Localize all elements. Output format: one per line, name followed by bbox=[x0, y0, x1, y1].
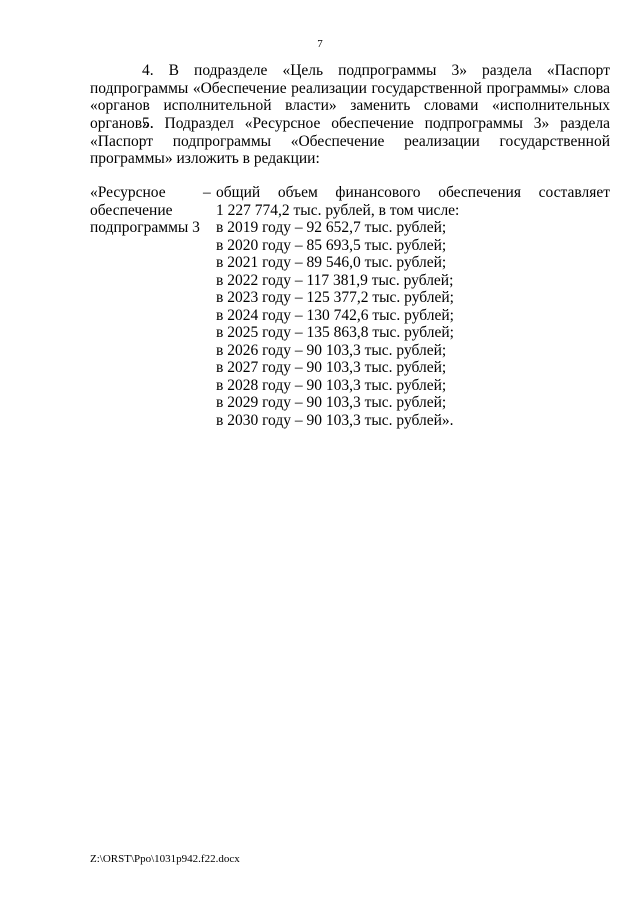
year-line: в 2028 году – 90 103,3 тыс. рублей; bbox=[216, 376, 447, 394]
year-line: в 2030 году – 90 103,3 тыс. рублей». bbox=[216, 411, 454, 429]
year-line: в 2024 году – 130 742,6 тыс. рублей; bbox=[216, 306, 454, 324]
year-line: в 2023 году – 125 377,2 тыс. рублей; bbox=[216, 289, 454, 306]
resource-total-intro: общий объем финансового обеспечения составляет bbox=[216, 184, 610, 201]
year-line: в 2027 году – 90 103,3 тыс. рублей; bbox=[216, 359, 447, 376]
resource-values bbox=[216, 184, 610, 429]
resource-label-line: подпрограммы 3 bbox=[90, 219, 200, 236]
year-line: в 2026 году – 90 103,3 тыс. рублей; bbox=[216, 341, 447, 359]
resource-label bbox=[90, 184, 210, 237]
year-line: в 2020 году – 85 693,5 тыс. рублей; bbox=[216, 236, 447, 254]
year-line: в 2029 году – 90 103,3 тыс. рублей; bbox=[216, 394, 447, 411]
resource-label-line: обеспечение bbox=[90, 201, 173, 219]
year-line: в 2022 году – 117 381,9 тыс. рублей; bbox=[216, 271, 454, 289]
resource-label-line: «Ресурсное bbox=[90, 184, 166, 201]
paragraph-4: 4. В подразделе «Цель подпрограммы 3» раздела «Паспорт подпрограммы «Обеспечение реализации государственной программы» слова «органов исполнительной власти» заменить словами «исполнительных органов». bbox=[90, 62, 610, 132]
year-line: в 2019 году – 92 652,7 тыс. рублей; bbox=[216, 219, 447, 236]
year-line: в 2025 году – 135 863,8 тыс. рублей; bbox=[216, 324, 454, 341]
resource-total-amount: 1 227 774,2 тыс. рублей, в том числе: bbox=[216, 201, 460, 219]
footer-file-path: Z:\ORST\Ppo\1031p942.f22.docx bbox=[90, 853, 240, 865]
year-line: в 2021 году – 89 546,0 тыс. рублей; bbox=[216, 254, 447, 271]
page-number: 7 bbox=[317, 38, 323, 50]
paragraph-5: 5. Подраздел «Ресурсное обеспечение подпрограммы 3» раздела «Паспорт подпрограммы «Обеспечение реализации государственной программы» изложить в редакции: bbox=[90, 115, 610, 167]
resource-dash: – bbox=[203, 184, 211, 201]
